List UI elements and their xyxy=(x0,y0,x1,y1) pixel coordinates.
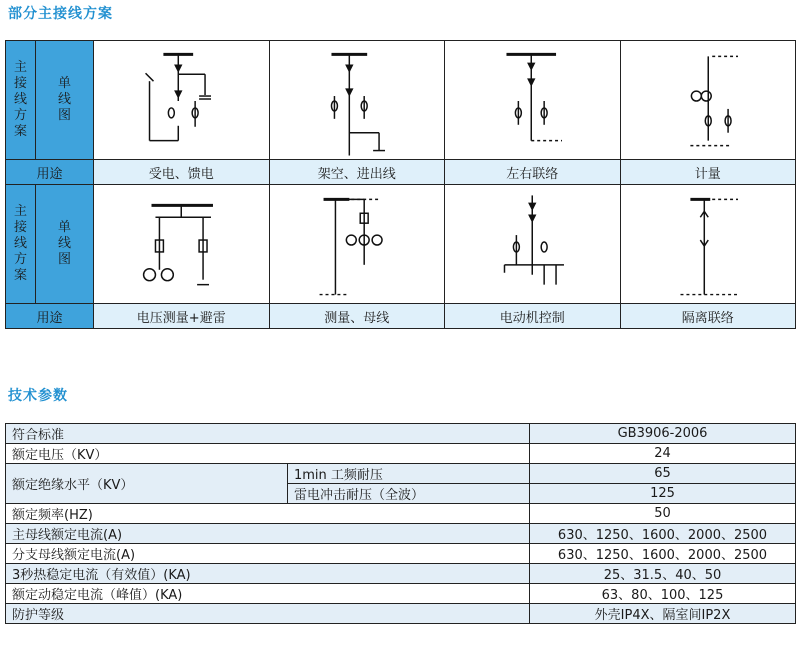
usage-label-2: 用途 xyxy=(6,304,94,329)
param-value: 630、1250、1600、2000、2500 xyxy=(530,524,796,544)
param-label: 防护等级 xyxy=(6,604,530,624)
param-value: 65 xyxy=(530,464,796,484)
table-row xyxy=(6,444,796,464)
table-row xyxy=(6,544,796,564)
table-row xyxy=(6,504,796,524)
diagram-isolation-tie xyxy=(620,185,796,304)
param-label: 主母线额定电流(A) xyxy=(6,524,530,544)
diagram-left-right-tie xyxy=(445,41,621,160)
param-value: 24 xyxy=(530,444,796,464)
param-value: 外壳IP4X、隔室间IP2X xyxy=(530,604,796,624)
usage-scheme-1: 受电、馈电 xyxy=(94,160,270,185)
param-label: 额定动稳定电流（峰值）(KA) xyxy=(6,584,530,604)
usage-scheme-2: 架空、进出线 xyxy=(269,160,445,185)
param-value: 50 xyxy=(530,504,796,524)
param-label: 额定频率(HZ) xyxy=(6,504,530,524)
table-row xyxy=(6,524,796,544)
param-sublabel: 雷电冲击耐压（全波） xyxy=(288,484,530,504)
table-row xyxy=(6,584,796,604)
param-value: 25、31.5、40、50 xyxy=(530,564,796,584)
usage-scheme-7: 电动机控制 xyxy=(445,304,621,329)
single-line-label-1: 单线图 xyxy=(36,41,94,160)
diagram-measure-bus xyxy=(269,185,445,304)
table-row xyxy=(6,564,796,584)
table-row xyxy=(6,604,796,624)
diagram-overhead-line xyxy=(269,41,445,160)
param-label: 额定电压（KV） xyxy=(6,444,530,464)
param-value: 630、1250、1600、2000、2500 xyxy=(530,544,796,564)
wiring-schemes-table xyxy=(5,40,796,329)
usage-scheme-8: 隔离联络 xyxy=(620,304,796,329)
param-value: 125 xyxy=(530,484,796,504)
section-title-schemes: 部分主接线方案 xyxy=(8,6,113,22)
param-label: 分支母线额定电流(A) xyxy=(6,544,530,564)
section-title-params: 技术参数 xyxy=(8,388,68,404)
diagram-metering xyxy=(620,41,796,160)
param-sublabel: 1min 工频耐压 xyxy=(288,464,530,484)
param-label: 符合标准 xyxy=(6,424,530,444)
param-value: GB3906-2006 xyxy=(530,424,796,444)
usage-scheme-4: 计量 xyxy=(620,160,796,185)
diagram-motor-control xyxy=(445,185,621,304)
usage-scheme-6: 测量、母线 xyxy=(269,304,445,329)
usage-label-1: 用途 xyxy=(6,160,94,185)
usage-scheme-3: 左右联络 xyxy=(445,160,621,185)
main-wiring-label-1: 主接线方案 xyxy=(6,41,36,160)
param-label: 额定绝缘水平（KV） xyxy=(6,464,288,504)
main-wiring-label-2: 主接线方案 xyxy=(6,185,36,304)
technical-params-table xyxy=(5,423,796,624)
diagram-voltage-arrester xyxy=(94,185,270,304)
single-line-label-2: 单线图 xyxy=(36,185,94,304)
param-value: 63、80、100、125 xyxy=(530,584,796,604)
table-row xyxy=(6,424,796,444)
table-row xyxy=(6,464,796,484)
usage-scheme-5: 电压测量+避雷 xyxy=(94,304,270,329)
diagram-receive-feed xyxy=(94,41,270,160)
param-label: 3秒热稳定电流（有效值）(KA) xyxy=(6,564,530,584)
